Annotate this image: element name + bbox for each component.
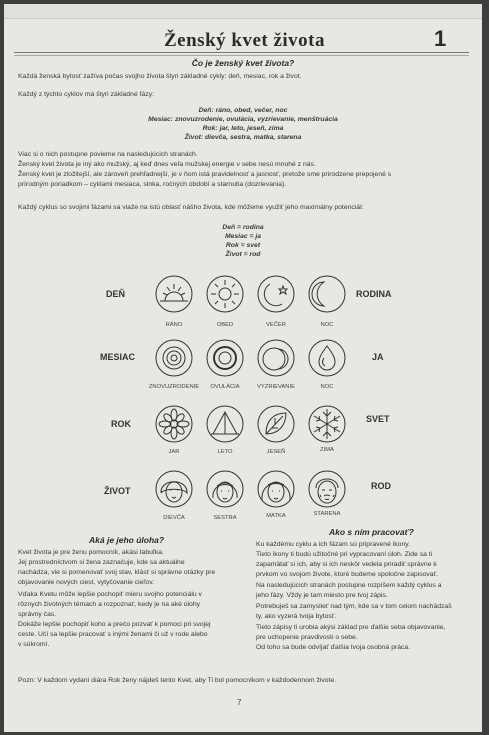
para1-line-1: Viac si o nich postupne povieme na nasledujúcich stranách. [18, 151, 198, 158]
caption-autumn: JESEŇ [266, 449, 286, 455]
leaf-autumn-icon [256, 404, 296, 444]
right-line-6: jeho fázy. Vždy je tam miesto pre tvoj zápis. [256, 592, 388, 599]
left-line-9: ceste. Učí sa lepšie pracovať s inými ženami či už v rode alebo [18, 631, 208, 638]
caption-rebirth: ZNOVUZRODENIE [148, 384, 200, 390]
concentric-circles-icon [154, 338, 194, 378]
mapping-life: Život = rod [225, 251, 261, 258]
left-line-7: správny čas. [18, 611, 57, 618]
para1-line-4: prírodným poriadkom – cyklami mesiaca, slnka, ročných období a starnutia (dozrievania). [18, 181, 287, 188]
caption-month-night: NOC [320, 384, 334, 390]
snowflake-winter-icon [307, 404, 347, 444]
caption-winter: ZIMA [320, 447, 334, 453]
evening-stars-icon [256, 274, 296, 314]
intro-line-1: Každá ženská bytosť zažíva počas svojho života štyri základné cykly: deň, mesiac, rok a život. [18, 73, 302, 80]
para1-line-3: Ženský kvet je zložitejší, ale zároveň prehľadnejší, je v ňom istá pravidelnosť a jasnosť, pretože sme prirodzene prepojené s [18, 171, 392, 178]
row-label-month: MESIAC [100, 352, 136, 362]
right-line-2: Tieto ikony ti budú užitočné pri vypracovaní úloh. Zide sa ti [256, 551, 433, 558]
row-area-month: JA [372, 352, 384, 362]
row-label-life: ŽIVOT [104, 486, 131, 496]
page-number: 7 [237, 698, 242, 707]
caption-noon: OBED [216, 322, 234, 328]
document-page [4, 4, 482, 732]
caption-crone: STARENA [313, 511, 341, 517]
right-line-5: Na nasledujúcich stranách postupne rozpíšem každý cyklus a [256, 582, 442, 589]
intro-line-2: Každý z týchto cyklov má štyri základné fázy: [18, 91, 154, 98]
mapping-day: Deň = rodina [222, 224, 264, 231]
tent-summer-icon [205, 404, 245, 444]
drop-icon [307, 338, 347, 378]
right-line-8: ty, ako vyzerá tvoja bytosť. [256, 613, 337, 620]
para2: Každý cyklus so svojimi fázami sa viaže na istú oblasť nášho života, kde môžeme využiť jeho maximálny potenciál: [18, 204, 364, 211]
right-line-7: Potrebuješ sa zamyslieť nad tým, kde sa v tom celom nachádzaš [256, 603, 452, 610]
left-line-8: Dokáže lepšie pochopiť koho a prečo pozvať k pomoci pri svojej [18, 621, 211, 628]
row-area-life: ROD [371, 481, 391, 491]
right-line-3: zapamätať si ich, aby si ich neskôr vedela priradiť správne k [256, 561, 437, 568]
crone-face-icon [307, 468, 347, 510]
right-line-9: Tieto zápisy ti urobia akýsi základ pre ďalšie seba objavovanie, [256, 624, 446, 631]
caption-spring: JAR [168, 449, 180, 455]
left-line-1: Kvet života je pre ženu pomocník, akási tabuľka. [18, 549, 164, 556]
caption-morning: RÁNO [165, 322, 183, 328]
phase-line-life: Život: dievča, sestra, matka, starena [184, 134, 302, 141]
left-line-2: Jej prostredníctvom si žena zaznačuje, kde sa aktuálne [18, 559, 185, 566]
caption-sister: SESTRA [213, 515, 237, 521]
sister-face-icon [205, 468, 245, 510]
right-line-10: pre uchopenie pravdivosti o sebe. [256, 634, 358, 641]
mapping-month: Mesiac = ja [224, 233, 262, 240]
row-area-year: SVET [366, 414, 390, 424]
phase-line-month: Mesiac: znovuzrodenie, ovulácia, vyzrievanie, menštruácia [148, 116, 338, 123]
section-number: 1 [434, 26, 447, 51]
mapping-year: Rok = svet [225, 242, 261, 249]
left-heading: Aká je jeho úloha? [89, 535, 165, 545]
caption-night: NOC [320, 322, 334, 328]
caption-mother: MATKA [266, 513, 286, 519]
phase-line-day: Deň: ráno, obed, večer, noc [198, 107, 288, 114]
left-line-6: rôznych životných témach a rozpoznať, kedy je na aké úlohy [18, 601, 201, 608]
caption-ripening: VYZRIEVANIE [257, 384, 295, 390]
intro-heading: Čo je ženský kvet života? [191, 58, 295, 68]
page-title: Ženský kvet života [164, 30, 325, 51]
sun-icon [205, 274, 245, 314]
header-rule-thin [14, 55, 469, 56]
crescent-moon-icon [307, 274, 347, 314]
flower-spring-icon [154, 404, 194, 444]
left-line-4: objavovanie nových ciest, vytyčovanie cieľov. [18, 579, 154, 586]
sunrise-icon [154, 274, 194, 314]
caption-summer: LETO [217, 449, 233, 455]
right-line-11: Od toho sa bude odvíjať ďalšia tvoja osobná práca. [256, 644, 411, 651]
left-line-10: v súkromí. [18, 641, 50, 648]
row-label-year: ROK [111, 419, 131, 429]
caption-girl: DIEVČA [163, 515, 185, 521]
right-heading: Ako s ním pracovať? [329, 527, 414, 537]
right-line-4: prvkom vo svojom živote, ktoré budeme spoločne zapisovať. [256, 571, 438, 578]
waning-moon-icon [256, 338, 296, 378]
row-area-day: RODINA [356, 289, 392, 299]
header-rule [14, 52, 469, 53]
caption-evening: VEČER [266, 322, 286, 328]
footnote: Pozn: V každom vydaní diára Rok ženy nájdeš tento Kvet, aby Ti bol pomocníkom v každodennom živote. [18, 677, 337, 684]
right-line-1: Ku každému cyklu a ich fázam sú pripravené ikony. [256, 541, 411, 548]
para1-line-2: Ženský kvet života je iný ako mužský, aj keď dnes veľa mužskej energie v sebe nesú mnohé z nás. [18, 161, 316, 168]
girl-face-icon [154, 468, 194, 510]
row-label-day: DEŇ [106, 289, 126, 299]
page-top-edge [4, 4, 482, 19]
mother-face-icon [256, 468, 296, 510]
phase-line-year: Rok: jar, leto, jeseň, zima [202, 125, 284, 132]
caption-ovulation: OVULÁCIA [210, 384, 240, 390]
left-line-5: Vďaka Kvetu môže lepšie pochopiť mieru svojho potenciálu v [18, 591, 202, 598]
full-moon-icon [205, 338, 245, 378]
left-line-3: nachádza, vie si pomenovať svoj stav, klásť si správne otázky pre [18, 569, 216, 576]
